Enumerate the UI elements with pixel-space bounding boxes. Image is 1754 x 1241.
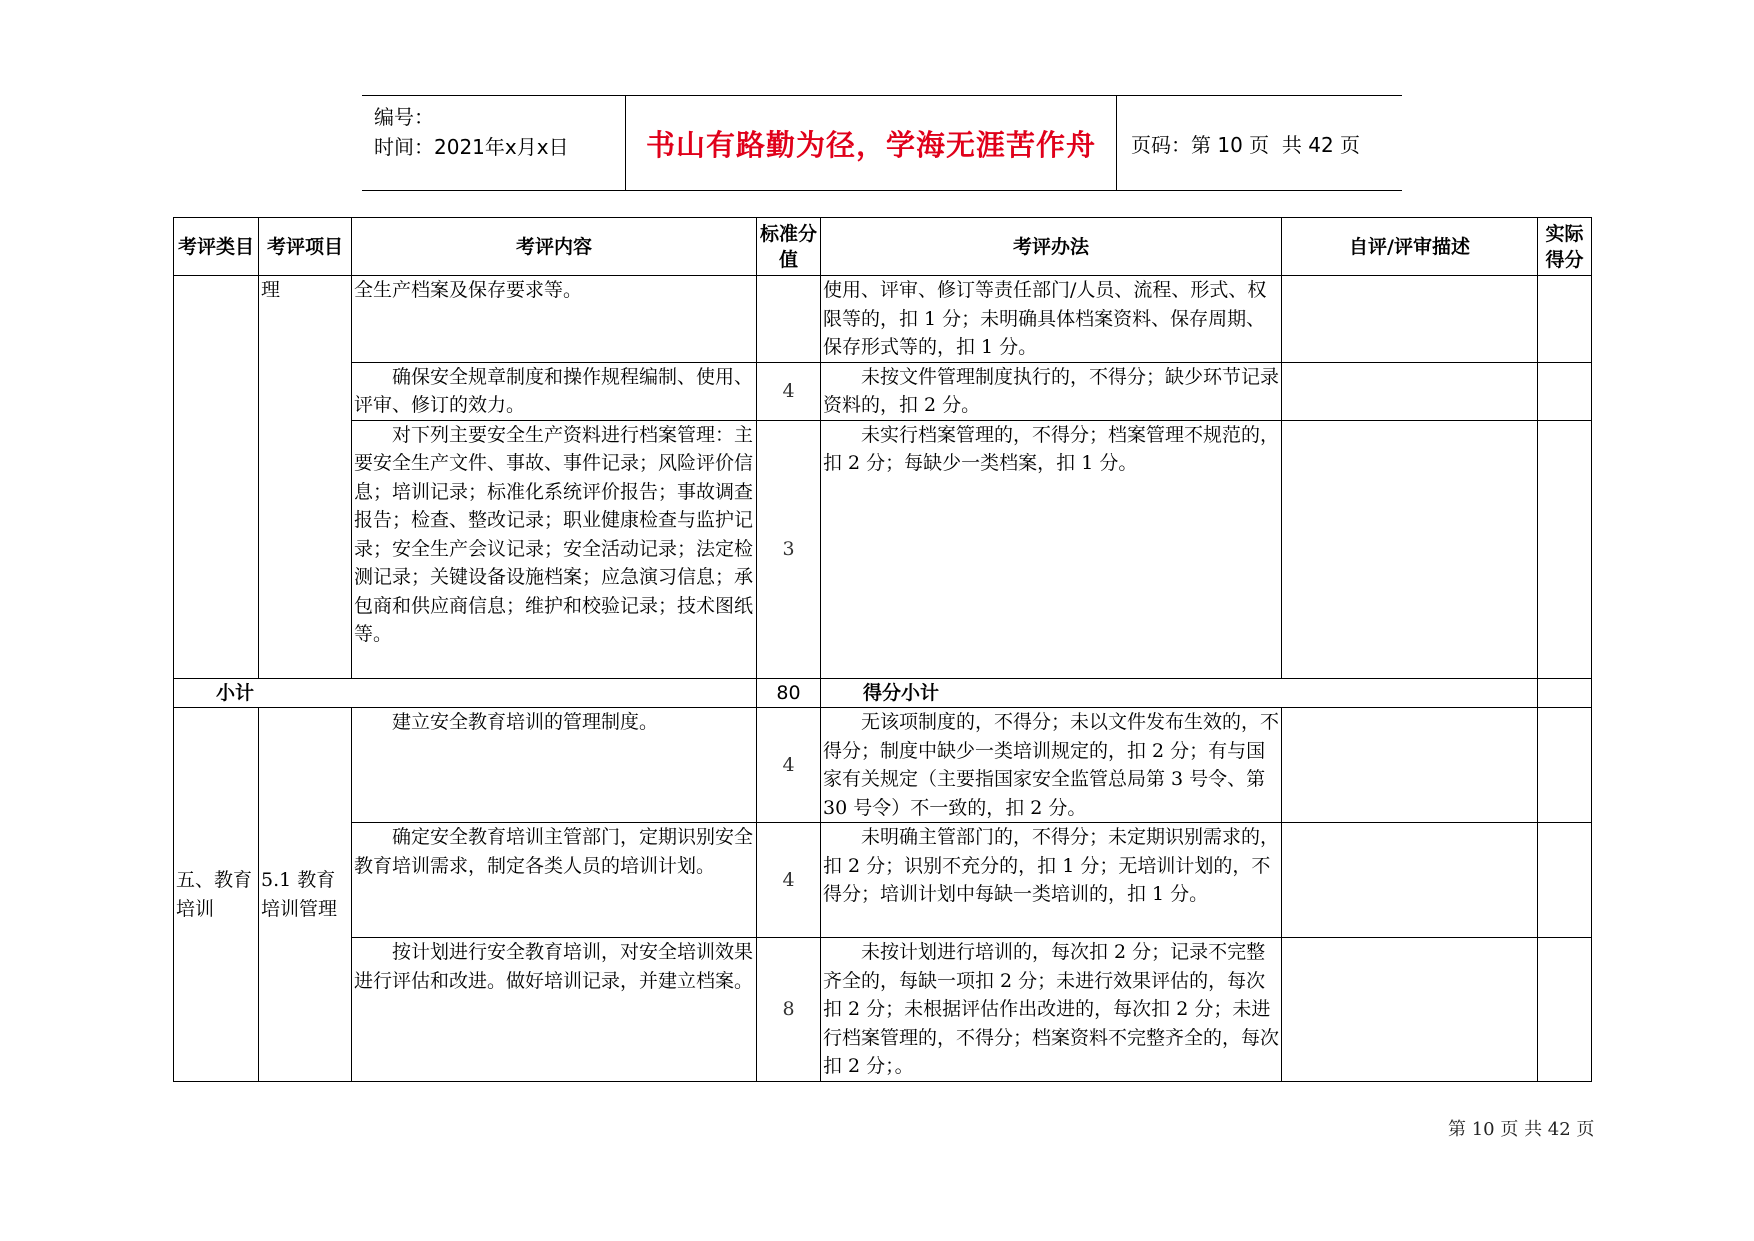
document-date: 时间：2021年x月x日 [374, 135, 569, 159]
actual-score-cell [1538, 362, 1592, 420]
header-standard-score: 标准分值 [757, 218, 821, 276]
header-motto: 书山有路勤为径，学海无涯苦作舟 [626, 96, 1117, 190]
score-cell: 4 [757, 708, 821, 823]
actual-score-cell [1538, 420, 1592, 678]
actual-score-cell [1538, 708, 1592, 823]
page-header [362, 95, 1402, 191]
method-cell: 无该项制度的，不得分；未以文件发布生效的，不得分；制度中缺少一类培训规定的，扣 2 分；有与国家有关规定（主要指国家安全监管总局第 3 号令、第 30 号令）不一致的，扣 2 分。 [821, 708, 1282, 823]
subtotal-score: 80 [757, 678, 821, 708]
score-cell: 4 [757, 362, 821, 420]
table-header-row [174, 218, 1592, 276]
score-cell: 3 [757, 420, 821, 678]
actual-score-cell [1538, 823, 1592, 938]
header-meta [362, 96, 626, 190]
self-review-cell [1282, 823, 1538, 938]
subtotal-label: 小计 [174, 678, 757, 708]
subtotal-row [174, 678, 1592, 708]
table-row [174, 420, 1592, 678]
header-self-review: 自评/评审描述 [1282, 218, 1538, 276]
content-cell: 对下列主要安全生产资料进行档案管理：主要安全生产文件、事故、事件记录；风险评价信息；培训记录；标准化系统评价报告；事故调查报告；检查、整改记录；职业健康检查与监护记录；安全生产会议记录；安全活动记录；法定检测记录；关键设备设施档案；应急演习信息；承包商和供应商信息；维护和校验记录；技术图纸等。 [352, 420, 757, 678]
self-review-cell [1282, 708, 1538, 823]
evaluation-table [173, 217, 1592, 1082]
category-cell: 五、教育培训 [174, 708, 259, 1082]
score-cell: 4 [757, 823, 821, 938]
content-cell: 建立安全教育培训的管理制度。 [352, 708, 757, 823]
category-cell [174, 276, 259, 679]
table-row [174, 362, 1592, 420]
method-cell: 未按计划进行培训的，每次扣 2 分；记录不完整齐全的，每缺一项扣 2 分；未进行效果评估的，每次扣 2 分；未根据评估作出改进的，每次扣 2 分；未进行档案管理的，不得分；档案资料不完整齐全的，每次扣 2 分；。 [821, 938, 1282, 1082]
header-content: 考评内容 [352, 218, 757, 276]
self-review-cell [1282, 420, 1538, 678]
subtotal-actual-score [1538, 678, 1592, 708]
method-cell: 使用、评审、修订等责任部门/人员、流程、形式、权限等的，扣 1 分；未明确具体档案资料、保存周期、保存形式等的，扣 1 分。 [821, 276, 1282, 363]
header-page-info [1117, 96, 1402, 190]
method-cell: 未明确主管部门的，不得分；未定期识别需求的，扣 2 分；识别不充分的，扣 1 分；无培训计划的，不得分；培训计划中每缺一类培训的，扣 1 分。 [821, 823, 1282, 938]
actual-score-cell [1538, 938, 1592, 1082]
header-actual-score: 实际得分 [1538, 218, 1592, 276]
content-cell: 全生产档案及保存要求等。 [352, 276, 757, 363]
subtotal-method-label: 得分小计 [821, 678, 1538, 708]
method-cell: 未实行档案管理的，不得分；档案管理不规范的，扣 2 分；每缺少一类档案，扣 1 分。 [821, 420, 1282, 678]
header-category: 考评类目 [174, 218, 259, 276]
score-cell: 8 [757, 938, 821, 1082]
page-footer: 第 10 页 共 42 页 [1448, 1119, 1595, 1140]
self-review-cell [1282, 362, 1538, 420]
table-row [174, 938, 1592, 1082]
content-cell: 确保安全规章制度和操作规程编制、使用、评审、修订的效力。 [352, 362, 757, 420]
actual-score-cell [1538, 276, 1592, 363]
page-info-text: 页码：第 10 页 共 42 页 [1131, 132, 1361, 157]
header-method: 考评办法 [821, 218, 1282, 276]
item-cell: 5.1 教育培训管理 [259, 708, 352, 1082]
self-review-cell [1282, 276, 1538, 363]
document-number-label: 编号： [374, 105, 434, 129]
item-cell: 理 [259, 276, 352, 679]
method-cell: 未按文件管理制度执行的，不得分；缺少环节记录资料的，扣 2 分。 [821, 362, 1282, 420]
table-row [174, 823, 1592, 938]
header-item: 考评项目 [259, 218, 352, 276]
self-review-cell [1282, 938, 1538, 1082]
content-cell: 确定安全教育培训主管部门，定期识别安全教育培训需求，制定各类人员的培训计划。 [352, 823, 757, 938]
table-row [174, 708, 1592, 823]
table-row [174, 276, 1592, 363]
content-cell: 按计划进行安全教育培训，对安全培训效果进行评估和改进。做好培训记录，并建立档案。 [352, 938, 757, 1082]
score-cell [757, 276, 821, 363]
